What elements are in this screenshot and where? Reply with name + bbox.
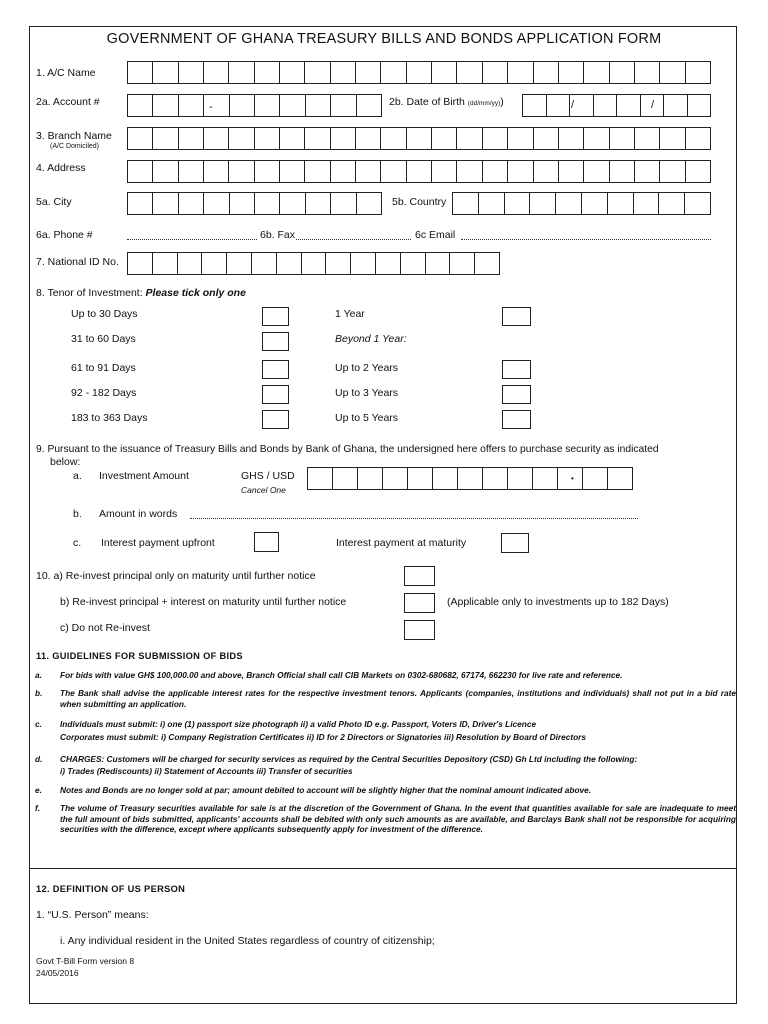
interest-upfront-checkbox[interactable]: [254, 532, 279, 552]
form-title: GOVERNMENT OF GHANA TREASURY BILLS AND BONDS APPLICATION FORM: [106, 31, 662, 47]
national-id-input-boxes[interactable]: [127, 252, 500, 275]
guideline-a-letter: a.: [35, 670, 42, 680]
dob-slash-2: /: [651, 99, 655, 111]
dob-slash-1: /: [571, 99, 575, 111]
reinvest-principal-interest-label: b) Re-invest principal + interest on maturity until further notice: [60, 596, 347, 608]
ac-name-input-boxes[interactable]: [127, 61, 711, 84]
interest-upfront-label: Interest payment upfront: [101, 537, 215, 549]
reinvest-principal-label: 10. a) Re-invest principal only on maturity until further notice: [36, 570, 316, 582]
tenor-option-31-60-days: 31 to 60 Days: [71, 333, 136, 345]
address-input-boxes[interactable]: [127, 160, 711, 183]
guideline-f-text: The volume of Treasury securities available for sale is at the discretion of the Government of Ghana. In the event that quantities available for sale are inadequate to meet the full amount of bids submitted, applicants' accounts shall be debited with only such amounts as are available, and Barclays Bank shall not be responsible for acquiring securities with the difference, except where applicants subsequently apply for investment of the difference.: [60, 803, 736, 834]
dob-label: 2b. Date of Birth (dd/mm/yy)): [389, 96, 504, 108]
us-person-line2: i. Any individual resident in the United States regardless of country of citizenship;: [60, 935, 435, 947]
branch-name-sublabel: (A/C Domiciled): [50, 143, 100, 150]
tenor-option-5-years: Up to 5 Years: [335, 412, 399, 424]
email-label: 6c Email: [415, 229, 456, 241]
tenor-option-2-years: Up to 2 Years: [335, 362, 399, 374]
us-person-heading: 12. DEFINITION OF US PERSON: [36, 884, 186, 894]
guideline-d-text2: i) Trades (Rediscounts) ii) Statement of Accounts iii) Transfer of securities: [60, 766, 353, 776]
interest-maturity-label: Interest payment at maturity: [336, 537, 467, 549]
amount-in-words-dotted-field[interactable]: [190, 518, 638, 519]
tenor-option-1-year: 1 Year: [335, 308, 365, 320]
address-label: 4. Address: [36, 162, 86, 174]
tenor-option-61-91-days: 61 to 91 Days: [71, 362, 136, 374]
tenor-checkbox-5-years[interactable]: [502, 410, 531, 429]
phone-dotted-field[interactable]: [127, 239, 257, 240]
country-input-boxes[interactable]: [452, 192, 711, 215]
investment-decimal-point: •: [571, 474, 574, 483]
ac-name-label: 1. A/C Name: [36, 67, 96, 79]
reinvest-note: (Applicable only to investments up to 182 Days): [447, 596, 669, 608]
pursuant-text-line1: 9. Pursuant to the issuance of Treasury Bills and Bonds by Bank of Ghana, the undersigned here offers to purchase security as indicated: [36, 444, 659, 455]
account-number-input-boxes[interactable]: [127, 94, 382, 117]
account-dash: -: [209, 101, 213, 113]
section-divider: [29, 868, 737, 869]
tenor-heading: 8. Tenor of Investment: Please tick only one: [36, 287, 246, 299]
amount-in-words-label: Amount in words: [99, 508, 178, 520]
tenor-checkbox-1-year[interactable]: [502, 307, 531, 326]
tenor-checkbox-2-years[interactable]: [502, 360, 531, 379]
fax-label: 6b. Fax: [260, 229, 296, 241]
tenor-checkbox-92-182-days[interactable]: [262, 385, 289, 404]
guideline-c-letter: c.: [35, 719, 42, 729]
tenor-checkbox-3-years[interactable]: [502, 385, 531, 404]
fax-dotted-field[interactable]: [296, 239, 411, 240]
reinvest-principal-interest-checkbox[interactable]: [404, 593, 435, 613]
investment-amount-label: Investment Amount: [99, 470, 189, 482]
guideline-c-text2: Corporates must submit: i) Company Registration Certificates ii) ID for 2 Directors or Signatories iii) Resolution by Board of Directors: [60, 732, 587, 742]
guideline-f-letter: f.: [35, 803, 41, 813]
pursuant-text-line2: below:: [50, 456, 81, 468]
do-not-reinvest-label: c) Do not Re-invest: [60, 622, 150, 634]
guideline-e-text: Notes and Bonds are no longer sold at par; amount debited to account will be slightly higher that the nominal amount indicated above.: [60, 785, 592, 795]
tenor-checkbox-up-to-30-days[interactable]: [262, 307, 289, 326]
tenor-option-92-182-days: 92 - 182 Days: [71, 387, 137, 399]
branch-name-input-boxes[interactable]: [127, 127, 711, 150]
tenor-option-183-363-days: 183 to 363 Days: [71, 412, 148, 424]
account-number-label: 2a. Account #: [36, 96, 100, 108]
interest-upfront-letter: c.: [73, 537, 82, 549]
form-version: Govt T-Bill Form version 8: [36, 956, 135, 966]
amount-in-words-letter: b.: [73, 508, 82, 520]
form-date: 24/05/2016: [36, 968, 79, 978]
tenor-option-3-years: Up to 3 Years: [335, 387, 399, 399]
tenor-checkbox-61-91-days[interactable]: [262, 360, 289, 379]
guideline-d-text: CHARGES: Customers will be charged for security services as required by the Central Securities Depository (CSD) Gh Ltd including the following:: [60, 754, 638, 764]
dob-input-boxes[interactable]: [522, 94, 711, 117]
guideline-e-letter: e.: [35, 785, 42, 795]
guideline-b-text: The Bank shall advise the applicable interest rates for the respective investment tenors. Applicants (companies, institutions and individuals) shall not put in a bid rate when submitting an application.: [60, 688, 736, 709]
guideline-b-letter: b.: [35, 688, 43, 698]
us-person-line1: 1. “U.S. Person” means:: [36, 909, 149, 921]
phone-label: 6a. Phone #: [36, 229, 93, 241]
interest-maturity-checkbox[interactable]: [501, 533, 529, 553]
national-id-label: 7. National ID No.: [36, 256, 119, 268]
tenor-option-up-to-30-days: Up to 30 Days: [71, 308, 138, 320]
guideline-c-text: Individuals must submit: i) one (1) passport size photograph ii) a valid Photo ID e.g. Passport, Voters ID, Driver's Licence: [60, 719, 537, 729]
tenor-checkbox-31-60-days[interactable]: [262, 332, 289, 351]
guideline-d-letter: d.: [35, 754, 43, 764]
reinvest-principal-checkbox[interactable]: [404, 566, 435, 586]
tenor-checkbox-183-363-days[interactable]: [262, 410, 289, 429]
email-dotted-field[interactable]: [461, 239, 711, 240]
city-label: 5a. City: [36, 196, 72, 208]
guidelines-heading: 11. GUIDELINES FOR SUBMISSION OF BIDS: [36, 651, 243, 661]
currency-label: GHS / USD: [241, 470, 295, 482]
do-not-reinvest-checkbox[interactable]: [404, 620, 435, 640]
guideline-a-text: For bids with value GH$ 100,000.00 and above, Branch Official shall call CIB Markets on 0302-680682, 67174, 662230 for live rate and reference.: [60, 670, 623, 680]
branch-name-label: 3. Branch Name: [36, 130, 112, 142]
investment-amount-input-boxes[interactable]: [307, 467, 633, 490]
investment-amount-letter: a.: [73, 470, 82, 482]
tenor-beyond-1-year: Beyond 1 Year:: [335, 333, 407, 345]
cancel-one-note: Cancel One: [241, 485, 286, 495]
city-input-boxes[interactable]: [127, 192, 382, 215]
country-label: 5b. Country: [392, 196, 447, 208]
